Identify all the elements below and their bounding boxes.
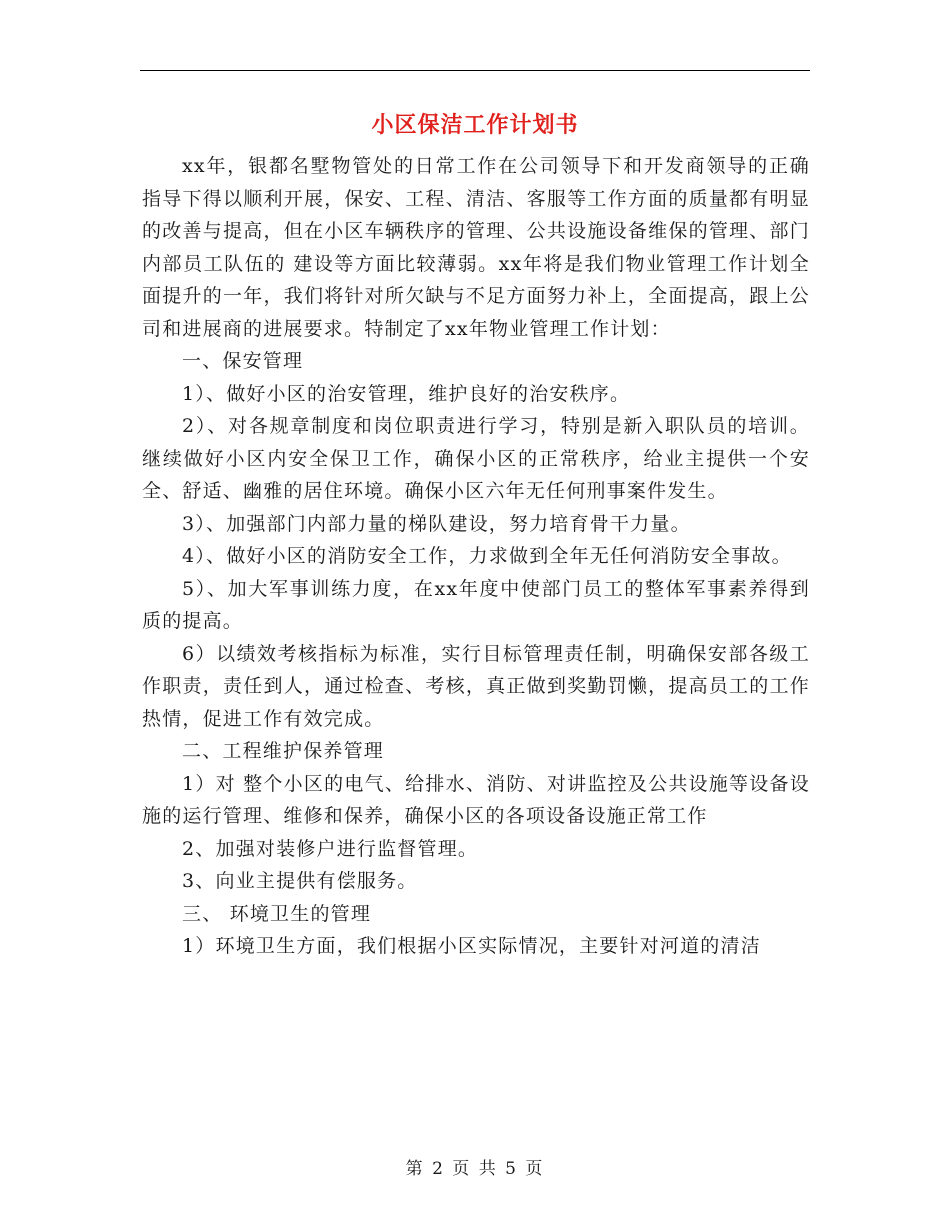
section-heading-security: 一、保安管理 [182, 350, 304, 372]
section-heading-engineering: 二、工程维护保养管理 [182, 740, 385, 762]
document-body [142, 150, 810, 963]
page-footer: 第 2 页 共 5 页 [405, 1159, 545, 1179]
paragraph: 1）对 整个小区的电气、给排水、消防、对讲监控及公共设施等设备设施的运行管理、维修和保养，确保小区的各项设备设施正常工作 [142, 772, 810, 827]
paragraph: 6）以绩效考核指标为标准，实行目标管理责任制，明确保安部各级工作职责，责任到人，通过检查、考核，真正做到奖勤罚懒，提高员工的工作热情，促进工作有效完成。 [142, 642, 810, 730]
paragraph: 5）、加大军事训练力度，在xx年度中使部门员工的整体军事素养得到质的提高。 [142, 577, 810, 632]
section-heading-environment: 三、 环境卫生的管理 [182, 902, 372, 925]
paragraph: 2、加强对装修户进行监督管理。 [182, 837, 479, 860]
document-title: 小区保洁工作计划书 [371, 112, 579, 138]
paragraph: 3）、加强部门内部力量的梯队建设，努力培育骨干力量。 [182, 512, 691, 535]
paragraph: 2）、对各规章制度和岗位职责进行学习，特别是新入职队员的培训。 继续做好小区内安全保卫工作，确保小区的正常秩序，给业主提供一个安全、舒适、幽雅的居住环境。确保小区六年无任何刑事案件发生。 [142, 415, 810, 502]
paragraph: 1）环境卫生方面，我们根据小区实际情况，主要针对河道的清洁 [182, 935, 761, 957]
paragraph: 4）、做好小区的消防安全工作，力求做到全年无任何消防安全事故。 [182, 545, 792, 567]
paragraph: 1）、做好小区的治安管理，维护良好的治安秩序。 [182, 382, 631, 405]
header-rule [140, 70, 810, 71]
paragraph: 3、向业主提供有偿服务。 [182, 870, 418, 892]
paragraph-intro: xx年，银都名墅物管处的日常工作在公司领导下和开发商领导的正确指导下得以顺利开展，保安、工程、清洁、客服等工作方面的质量都有明显的改善与提高，但在小区车辆秩序的管理、公共设施设备维保的管理、部门内部员工队伍的 建设等方面比较薄弱。xx年将是我们物业管理工作计划全面提升的一年，我们将针对所欠缺与不足方面努力补上，全面提高，跟上公司和进展商的进展要求。特制定了xx年物业管理工作计划： [142, 155, 810, 340]
